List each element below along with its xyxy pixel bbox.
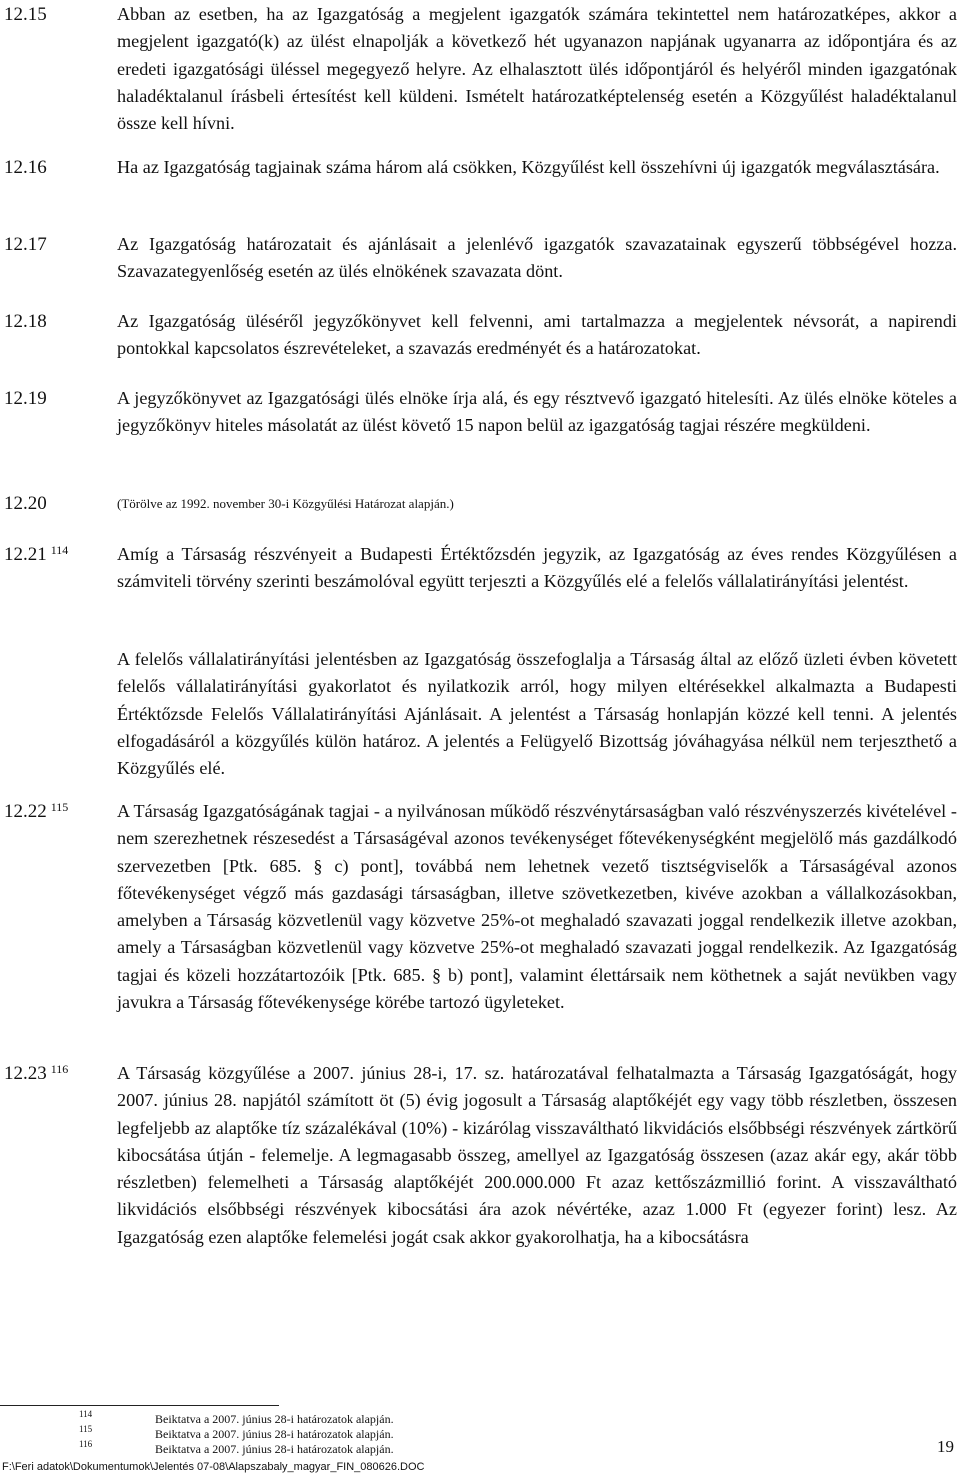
section-number-text: 12.23 <box>4 1063 47 1084</box>
footnote-mark: 116 <box>79 1439 93 1449</box>
section-number: 12.19 <box>4 388 47 409</box>
section-body <box>117 385 957 440</box>
section-number-text: 12.21 <box>4 544 47 565</box>
section-number: 12.18 <box>4 311 47 332</box>
section-number: 12.16 <box>4 157 47 178</box>
section-number: 12.15 <box>4 4 47 25</box>
paragraph: Ha az Igazgatóság tagjainak száma három alá csökken, Közgyűlést kell összehívni új igazgatók megválasztására. <box>117 157 940 177</box>
paragraph: A jegyzőkönyvet az Igazgatósági ülés elnöke írja alá, és egy résztvevő igazgató hitelesíti. Az ülés elnöke köteles a jegyzőkönyv hiteles másolatát az ülést követő 15 napon belül az igazgatóság tagjai részére megküldeni. <box>117 388 957 436</box>
section-number <box>4 541 68 568</box>
section-body <box>117 541 957 596</box>
footnote-text: Beiktatva a 2007. június 28-i határozatok alapján. <box>155 1427 394 1441</box>
paragraph: A Társaság Igazgatóságának tagjai - a nyilvánosan működő részvénytársaságban való részvényszerzés kivételével - nem szerezhetnek részesedést a Társaságéval azonos tevékenységet főtevékenységként megjelölő más gazdálkodó szervezetben [Ptk. 685. § c) pont], továbbá nem lehetnek vezető tisztségviselők a Társaságéval azonos főtevékenységet végző más gazdasági társaságban, illetve szövetkezetben, kivéve azokban a vállalkozásokban, amelyben a Társaság közvetlenül vagy közvetve 25%-ot meghaladó szavazati joggal rendelkezik illetve azokban, amely a Társaságban közvetlenül vagy közvetve 25%-ot meghaladó szavazati joggal rendelkezik. Az Igazgatóság tagjai és közeli hozzátartozóik [Ptk. 685. § b) pont], valamint élettársaik nem köthetnek a saját nevükben vagy javukra a Társaság főtevékenysége körébe tartozó ügyleteket. <box>117 801 957 1013</box>
section-number <box>4 1060 68 1087</box>
paragraph: Abban az esetben, ha az Igazgatóság a megjelent igazgatók számára tekintettel nem határozatképes, akkor a megjelent igazgató(k) az ülést elnapolják a következő hét ugyanazon napjának ugyanarra az időpontjára és az eredeti igazgatósági üléssel megegyező helyre. Az elhalasztott ülés időpontjáról és helyéről minden igazgatónak haladéktalanul írásbeli értesítést kell küldeni. Ismételt határozatképtelenség esetén a Közgyűlést haladéktalanul össze kell hívni. <box>117 4 957 134</box>
paragraph: Az Igazgatóság üléséről jegyzőkönyvet kell felvenni, ami tartalmazza a megjelentek névsorát, a napirendi pontokkal kapcsolatos észrevételeket, a szavazás eredményét és a határozatokat. <box>117 311 957 359</box>
footnote-mark: 114 <box>79 1409 93 1419</box>
footnote-ref: 115 <box>50 800 69 814</box>
section-number: 12.17 <box>4 234 47 255</box>
paragraph: A Társaság közgyűlése a 2007. június 28-i, 17. sz. határozatával felhatalmazta a Társaság Igazgatóságát, hogy 2007. június 28. napjától számított öt (5) évig jogosult a Társaság alaptőkéjét egy vagy több részletben, összesen legfeljebb az alaptőke tíz százalékával (10%) - kizárólag visszaváltható likvidációs elsőbbségi részvények zártkörű kibocsátása útján - felemelje. A legmagasabb összeg, amellyel az Igazgatóság összesen (azaz akár egy, akár több részletben) felemelheti a Társaság alaptőkéjét 200.000.000 Ft azaz kettőszázmillió forint. A visszaváltható likvidációs elsőbbségi részvények kibocsátási ára azok névértéke, azaz 1.000 Ft (egyezer forint) lesz. Az Igazgatóság ezen alaptőke felemelési jogát csak akkor gyakorolhatja, ha a kibocsátásra <box>117 1063 957 1247</box>
footnote-mark: 115 <box>79 1424 93 1434</box>
section-body <box>117 154 957 181</box>
paragraph: A felelős vállalatirányítási jelentésben az Igazgatóság összefoglalja a Társaság által az előző üzleti évben követett felelős vállalatirányítási gyakorlatot és nyilatkozik arról, hogy milyen eltérésekkel alkalmazta a Budapesti Értéktőzsde Felelős Vállalatirányítási Ajánlásait. A jelentést a Társaság honlapján közzé kell tenni. A jelentés elfogadásáról a közgyűlés külön határoz. A jelentés a Felügyelő Bizottság jóváhagyása nélkül nem terjeszthető a Közgyűlés elé. <box>117 649 957 779</box>
section-body <box>117 231 957 286</box>
file-path: F:\Feri adatok\Dokumentumok\Jelentés 07-08\Alapszabaly_magyar_FIN_080626.DOC <box>2 1461 425 1473</box>
paragraph: Az Igazgatóság határozatait és ajánlásait a jelenlévő igazgatók szavazatainak egyszerű többségével hozza. Szavazategyenlőség esetén az ülés elnökének szavazata dönt. <box>117 234 957 282</box>
footnote-separator <box>0 1405 279 1406</box>
footnote-text: Beiktatva a 2007. június 28-i határozatok alapján. <box>155 1412 394 1426</box>
footnote-text: Beiktatva a 2007. június 28-i határozatok alapján. <box>155 1442 394 1456</box>
footnote-ref: 114 <box>50 543 69 557</box>
section-body <box>117 1060 957 1251</box>
footnote-ref: 116 <box>50 1062 69 1076</box>
section-body <box>117 798 957 1016</box>
section-body <box>117 646 957 782</box>
page-number: 19 <box>937 1437 954 1456</box>
section-body <box>117 1 957 137</box>
section-number: 12.20 <box>4 493 47 514</box>
paragraph: Amíg a Társaság részvényeit a Budapesti Értéktőzsdén jegyzik, az Igazgatóság az éves rendes Közgyűlésen a számviteli törvény szerinti beszámolóval együtt terjeszti a Közgyűlés elé a felelős vállalatirányítási jelentést. <box>117 544 957 592</box>
paragraph: (Törölve az 1992. november 30-i Közgyűlési Határozat alapján.) <box>117 496 454 511</box>
section-number-text: 12.22 <box>4 801 47 822</box>
section-body <box>117 490 957 517</box>
section-number <box>4 798 68 825</box>
section-body <box>117 308 957 363</box>
